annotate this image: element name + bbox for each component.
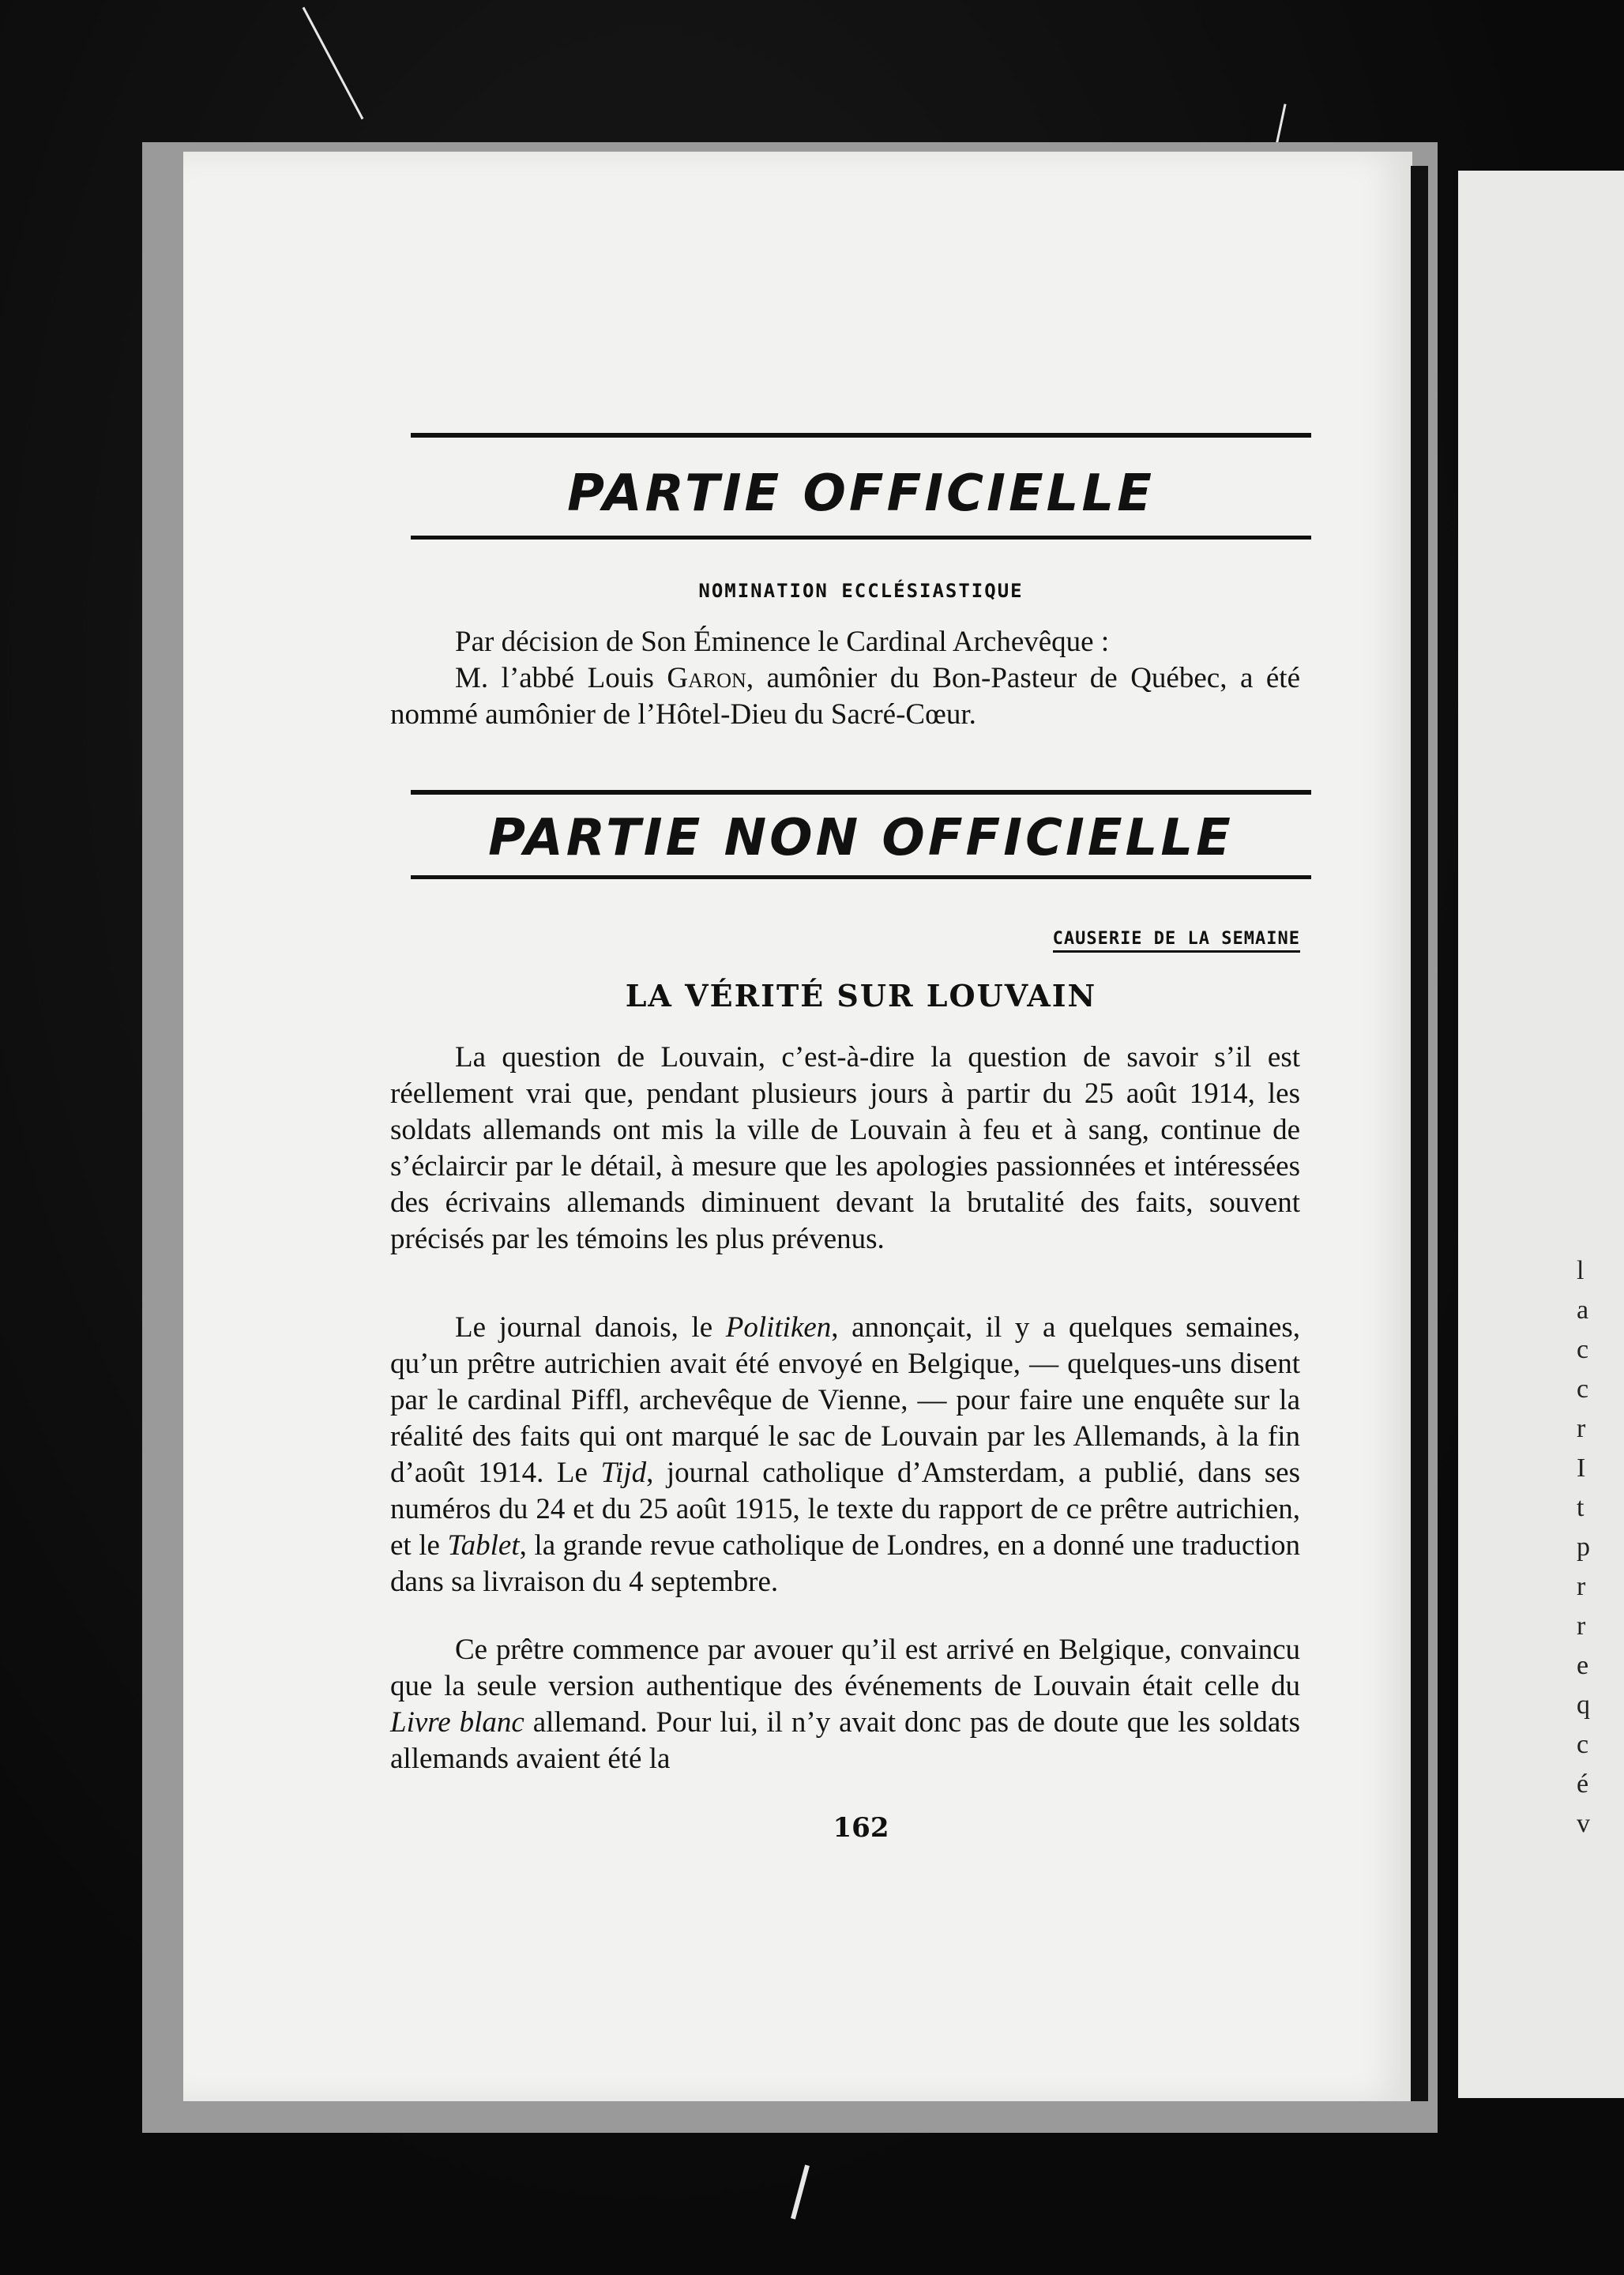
right-page-letter: é	[1577, 1769, 1589, 1799]
right-page-letter: r	[1577, 1572, 1586, 1601]
right-page-letter: r	[1577, 1414, 1586, 1443]
right-page-letter: e	[1577, 1651, 1589, 1680]
article-text: allemand. Pour lui, il n’y avait donc pas de doute que les soldats allemands avaient été la	[390, 1706, 1300, 1775]
book-title: Livre blanc	[390, 1706, 524, 1739]
causerie-kicker: CAUSERIE DE LA SEMAINE	[1053, 929, 1300, 953]
nomination-text: , aumônier du Bon-Pasteur de Québec, a été nommé aumônier de l’Hôtel-Dieu du Sacré-Cœur.	[390, 662, 1301, 731]
right-page-letter: c	[1577, 1730, 1589, 1759]
nomination-paragraph-2	[390, 660, 1300, 733]
newspaper-title: Tablet	[447, 1529, 520, 1562]
right-page-text-fragment	[1577, 1256, 1624, 1848]
right-page-letter: c	[1577, 1335, 1589, 1364]
article-text: Le journal danois, le	[455, 1311, 726, 1344]
article-title: LA VÉRITÉ SUR LOUVAIN	[625, 978, 1097, 1013]
right-page-letter: q	[1577, 1690, 1590, 1720]
right-page-letter: r	[1577, 1611, 1586, 1641]
article-paragraph-3	[390, 1632, 1300, 1777]
section-rule-bottom	[411, 875, 1311, 879]
article-text: Ce prêtre commence par avouer qu’il est arrivé en Belgique, convaincu que la seule version authentique des événements de Louvain était celle du	[390, 1634, 1300, 1702]
right-page-letter: l	[1577, 1256, 1585, 1285]
article-text: , la grande revue catholique de Londres, en a donné une traduction dans sa livraison du 4 septembre.	[390, 1529, 1300, 1598]
right-page-letter: c	[1577, 1374, 1589, 1404]
article-paragraph-2	[390, 1310, 1300, 1600]
article-text: , journal catholique d’Amsterdam, a publié, dans ses numéros du 24 et du 25 août 1915, le texte du rapport de ce prêtre autrichien, et le	[390, 1457, 1301, 1562]
nomination-subheading: NOMINATION ECCLÉSIASTIQUE	[698, 580, 1024, 602]
newspaper-title: Politiken	[725, 1311, 832, 1344]
book-gutter	[1411, 166, 1428, 2101]
article-text: , annonçait, il y a quelques semaines, qu’un prêtre autrichien avait été envoyé en Belgique, — quelques-uns disent par le cardinal Piffl, archevêque de Vienne, — pour faire une enquête sur la réalité des faits qui ont marqué le sac de Louvain par les Allemands, à la fin d’août 1914. Le	[390, 1311, 1300, 1489]
section-rule-top	[411, 790, 1311, 795]
page-number: 162	[833, 1812, 889, 1844]
partie-non-officielle-heading: PARTIE NON OFFICIELLE	[488, 809, 1234, 867]
article-paragraph-1: La question de Louvain, c’est-à-dire la question de savoir s’il est réellement vrai que, pendant plusieurs jours à partir du 25 août 1914, les soldats allemands ont mis la ville de Louvain à feu et à sang, continue de s’éclaircir par le détail, à mesure que les apologies passionnées et intéressées des écrivains allemands diminuent devant la brutalité des faits, souvent précisés par les témoins les plus prévenus.	[390, 1041, 1300, 1255]
right-page-letter: p	[1577, 1532, 1590, 1562]
priest-name: Garon	[667, 662, 746, 694]
nomination-text: Par décision de Son Éminence le Cardinal Archevêque :	[455, 626, 1110, 658]
nomination-text: M. l’abbé Louis	[455, 662, 667, 694]
right-page-letter: v	[1577, 1809, 1590, 1838]
newspaper-title: Tijd	[600, 1457, 647, 1489]
right-page-letter: a	[1577, 1295, 1589, 1325]
heading-underline-rule	[411, 536, 1311, 540]
partie-officielle-heading: PARTIE OFFICIELLE	[567, 464, 1155, 523]
right-page-letter: I	[1577, 1453, 1586, 1483]
top-rule	[411, 433, 1311, 438]
nomination-paragraph-1	[390, 624, 1300, 660]
right-page-letter: t	[1577, 1493, 1585, 1522]
